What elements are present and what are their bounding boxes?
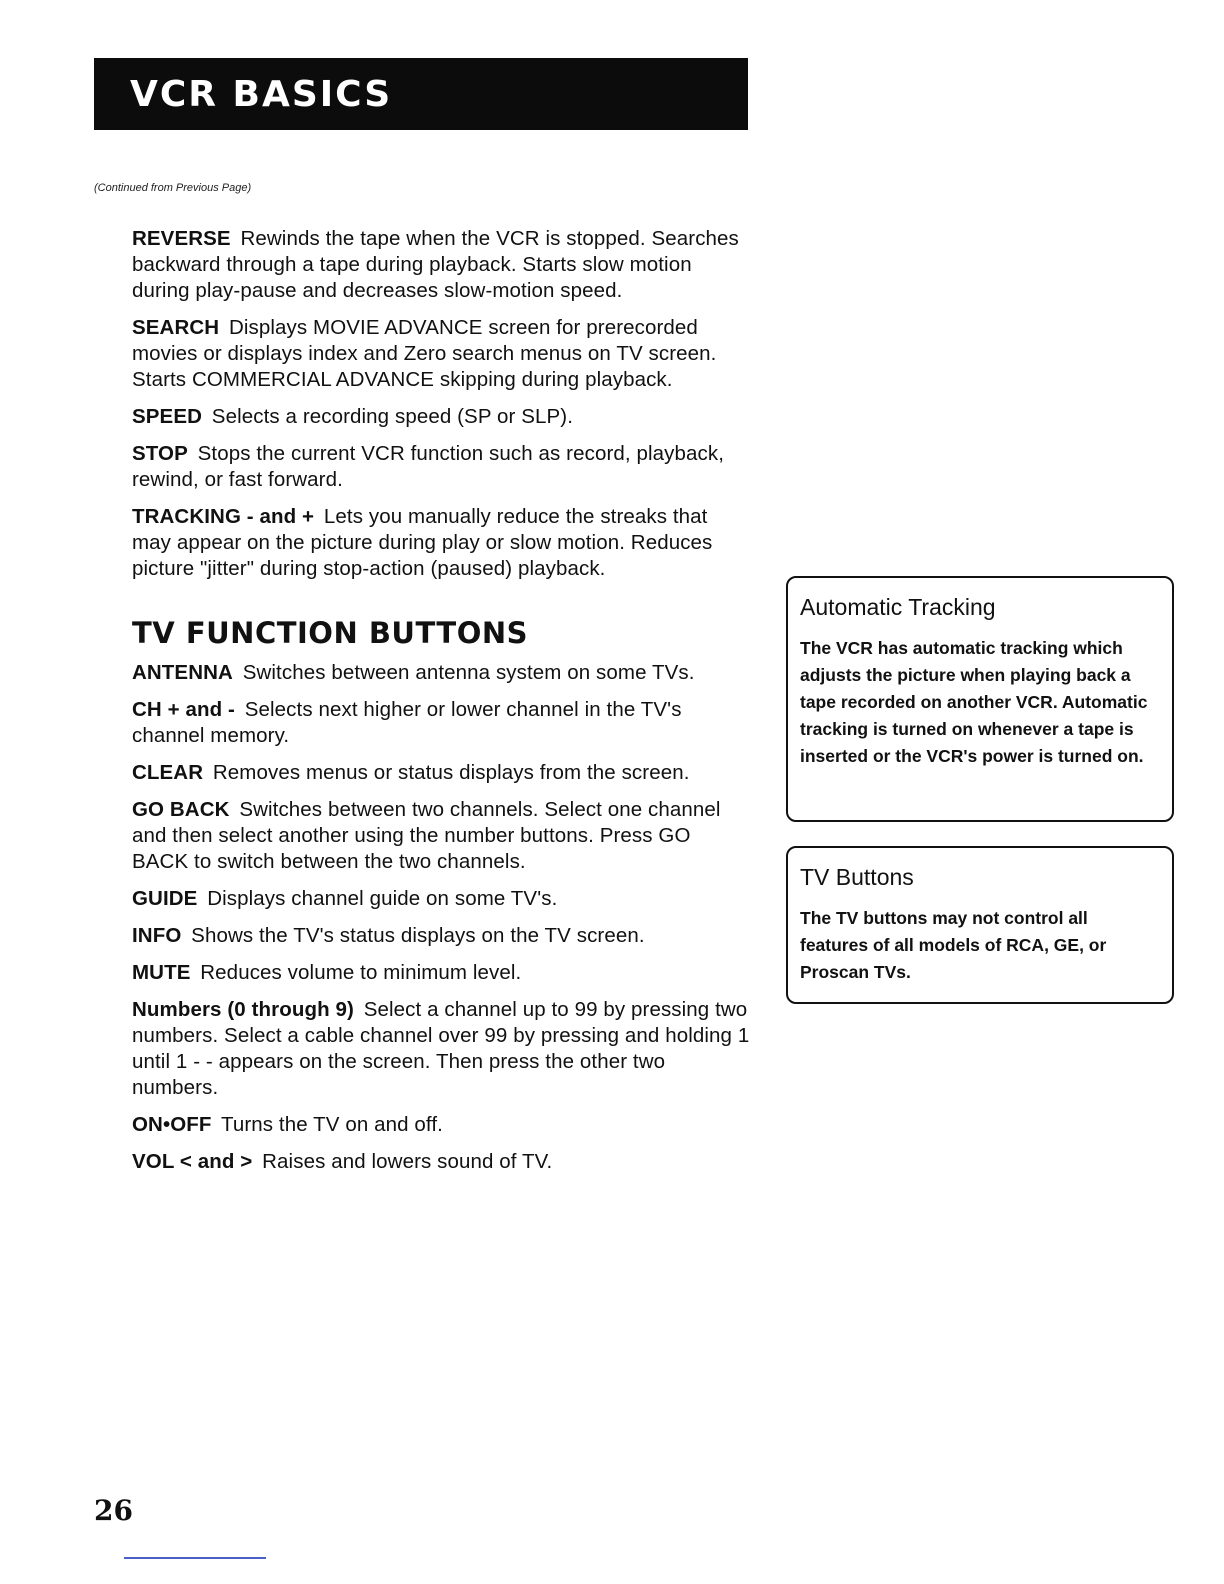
definition-entry: [132, 404, 752, 430]
page-number: 26: [94, 1494, 133, 1527]
definition-entry: [132, 697, 752, 749]
continued-note: (Continued from Previous Page): [94, 182, 252, 194]
definition-entry: [132, 226, 752, 304]
definition-entry: [132, 504, 752, 582]
vcr-button-list: [132, 226, 752, 582]
definition-entry: [132, 760, 752, 786]
definition-description: Shows the TV's status displays on the TV screen.: [191, 924, 645, 947]
automatic-tracking-text: The VCR has automatic tracking which adjusts the picture when playing back a tape recorded on another VCR. Automatic tracking is turned on whenever a tape is inserted or the VCR's power is turned on.: [800, 638, 1148, 766]
definition-term: SEARCH: [132, 316, 220, 339]
main-content: [132, 226, 752, 1186]
definition-term: CLEAR: [132, 761, 204, 784]
definition-term: VOL < and >: [132, 1150, 253, 1173]
definition-term: TRACKING - and +: [132, 505, 315, 528]
definition-description: Removes menus or status displays from the screen.: [212, 761, 690, 784]
tv-buttons-box: [786, 846, 1174, 1004]
definition-entry: [132, 997, 752, 1101]
definition-term: GUIDE: [132, 887, 198, 910]
header-bar: [94, 58, 748, 130]
definition-term: INFO: [132, 924, 182, 947]
definition-term: GO BACK: [132, 798, 230, 821]
definition-term: ON•OFF: [132, 1113, 212, 1136]
definition-description: Switches between two channels. Select one channel and then select another using the number buttons. Press GO BACK to switch between the two channels.: [132, 798, 721, 873]
definition-description: Switches between antenna system on some TVs.: [242, 661, 695, 684]
tv-buttons-title: TV Buttons: [800, 864, 914, 890]
tv-button-list: [132, 660, 752, 1175]
definition-entry: [132, 1112, 752, 1138]
section-title-tv-function-buttons: TV FUNCTION BUTTONS: [132, 616, 529, 650]
definition-term: Numbers (0 through 9): [132, 998, 354, 1021]
definition-entry: [132, 315, 752, 393]
definition-description: Select a channel up to 99 by pressing two numbers. Select a cable channel over 99 by pressing and holding 1 until 1 - - appears on the screen. Then press the other two numbers.: [132, 998, 750, 1099]
definition-description: Displays channel guide on some TV's.: [207, 887, 558, 910]
definition-entry: [132, 886, 752, 912]
definition-description: Reduces volume to minimum level.: [200, 961, 522, 984]
automatic-tracking-title: Automatic Tracking: [800, 594, 996, 620]
footer-divider: [124, 1557, 266, 1559]
definition-description: Turns the TV on and off.: [220, 1113, 443, 1136]
definition-term: MUTE: [132, 961, 191, 984]
definition-description: Selects a recording speed (SP or SLP).: [211, 405, 574, 428]
definition-entry: [132, 797, 752, 875]
definition-term: ANTENNA: [132, 661, 233, 684]
definition-description: Stops the current VCR function such as record, playback, rewind, or fast forward.: [132, 442, 724, 491]
automatic-tracking-box: [786, 576, 1174, 822]
definition-entry: [132, 441, 752, 493]
definition-entry: [132, 660, 752, 686]
definition-description: Displays MOVIE ADVANCE screen for prerecorded movies or displays index and Zero search menus on TV screen. Starts COMMERCIAL ADVANCE skipping during playback.: [132, 316, 717, 391]
definition-entry: [132, 923, 752, 949]
tv-buttons-text: The TV buttons may not control all features of all models of RCA, GE, or Proscan TVs.: [800, 908, 1107, 982]
page-title: VCR BASICS: [130, 73, 393, 115]
definition-term: REVERSE: [132, 227, 231, 250]
definition-description: Raises and lowers sound of TV.: [262, 1150, 553, 1173]
definition-description: Rewinds the tape when the VCR is stopped. Searches backward through a tape during playback. Starts slow motion during play-pause and decreases slow-motion speed.: [132, 227, 739, 302]
definition-description: Lets you manually reduce the streaks that may appear on the picture during play or slow motion. Reduces picture "jitter" during stop-action (paused) playback.: [132, 505, 713, 580]
definition-term: STOP: [132, 442, 188, 465]
definition-term: SPEED: [132, 405, 202, 428]
definition-term: CH + and -: [132, 698, 235, 721]
definition-entry: [132, 1149, 752, 1175]
definition-description: Selects next higher or lower channel in the TV's channel memory.: [132, 698, 682, 747]
definition-entry: [132, 960, 752, 986]
